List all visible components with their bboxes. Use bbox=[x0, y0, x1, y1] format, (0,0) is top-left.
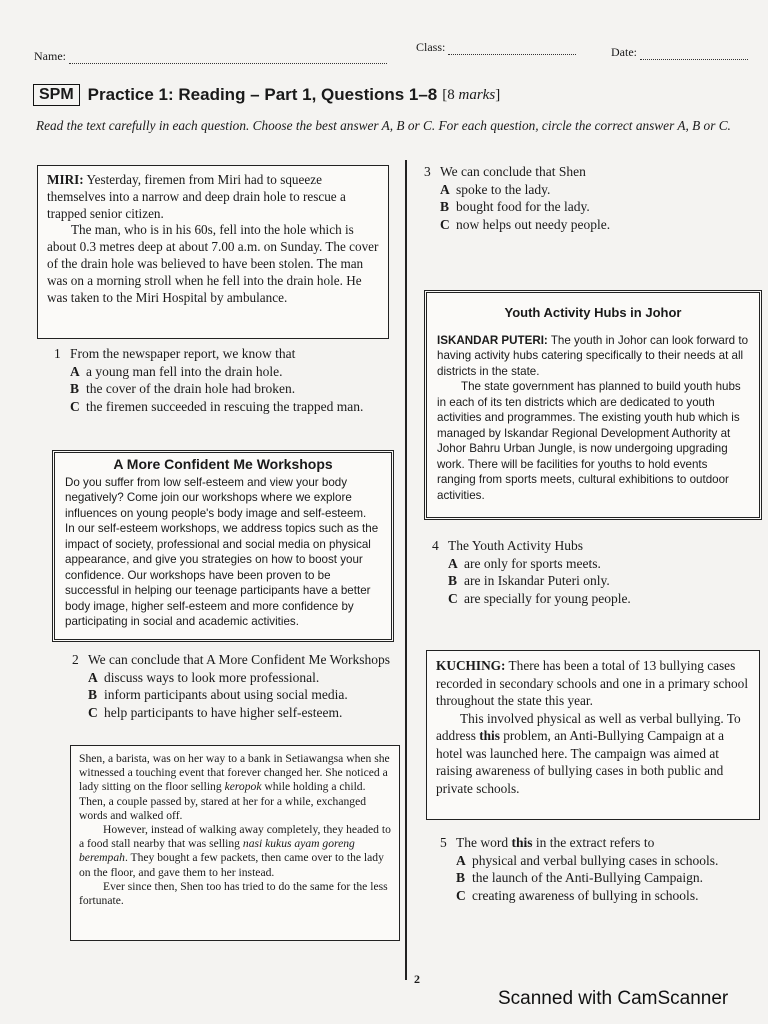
practice-title: Practice 1: Reading – Part 1, Questions 1–8 bbox=[87, 85, 438, 104]
date-field bbox=[611, 45, 748, 60]
question-4-option-a[interactable]: A are only for sports meets. bbox=[448, 555, 601, 571]
youth-hubs-title: Youth Activity Hubs in Johor bbox=[504, 305, 682, 320]
question-1-stem: From the newspaper report, we know that bbox=[70, 346, 296, 361]
question-1-option-b[interactable]: B the cover of the drain hole had broken. bbox=[70, 381, 296, 396]
question-3-stem: We can conclude that Shen bbox=[440, 164, 586, 179]
question-5-option-c[interactable]: C creating awareness of bullying in schools. bbox=[456, 887, 699, 903]
column-divider bbox=[405, 160, 407, 980]
passage-kuching bbox=[426, 650, 760, 820]
class-blank bbox=[448, 54, 576, 55]
marks-label: [8 marks] bbox=[442, 86, 501, 103]
passage-shen bbox=[70, 745, 400, 941]
question-4-option-b[interactable]: B are in Iskandar Puteri only. bbox=[448, 573, 610, 588]
question-4: 4 The Youth Activity Hubs A are only for sports meets. B are in Iskandar Puteri only. C are specially for young people. bbox=[432, 537, 752, 607]
shen-para1: Shen, a barista, was on her way to a bank in Setiawangsa when she witnessed a touching event that forever changed her. She noticed a lady sitting on the floor selling keropok while holding a child. Then, a couple passed by, stared at her for a while, exchanged words and walked off. bbox=[79, 752, 390, 822]
workshops-title: A More Confident Me Workshops bbox=[113, 456, 333, 472]
question-1: 1 From the newspaper report, we know that A a young man fell into the drain hole. B the cover of the drain hole had broken. C the firemen succeeded in rescuing the trapped man. bbox=[54, 345, 392, 415]
kuching-para1: KUCHING: There has been a total of 13 bullying cases recorded in secondary schools and one in a primary school throughout the state this year. bbox=[436, 658, 749, 708]
date-label: Date: bbox=[611, 45, 637, 59]
question-5-option-b[interactable]: B the launch of the Anti-Bullying Campaign. bbox=[456, 870, 703, 885]
question-4-option-c[interactable]: C are specially for young people. bbox=[448, 590, 631, 606]
question-1-option-c[interactable]: C the firemen succeeded in rescuing the trapped man. bbox=[70, 398, 364, 414]
question-3-option-c[interactable]: C now helps out needy people. bbox=[440, 216, 611, 232]
question-4-stem: The Youth Activity Hubs bbox=[448, 538, 584, 553]
youth-hubs-para2: The state government has planned to build youth hubs in each of its ten districts which are dedicated to youth activities and programmes. The existing youth hub which is managed by Iskandar Regional Development Authority at Johor Bahru Urban Jungle, is now undergoing upgrading work. There will be facilities for youths to hold events ranging from sports meets, cultural exhibitions to outdoor activities. bbox=[437, 380, 741, 502]
passage-youth-hubs bbox=[424, 290, 762, 520]
passage-miri bbox=[37, 165, 389, 339]
class-label: Class: bbox=[416, 40, 446, 54]
date-blank bbox=[640, 59, 748, 60]
question-3-option-b[interactable]: B bought food for the lady. bbox=[440, 199, 590, 214]
question-3: 3 We can conclude that Shen A spoke to the lady. B bought food for the lady. C now helps out needy people. bbox=[424, 163, 744, 233]
name-label: Name: bbox=[34, 49, 66, 63]
passage-workshops bbox=[52, 450, 394, 642]
class-field bbox=[416, 40, 576, 55]
question-2: 2 We can conclude that A More Confident Me Workshops A discuss ways to look more professional. B inform participants about using social media. C help participants to have higher self-esteem. bbox=[72, 651, 400, 721]
shen-para2: However, instead of walking away completely, they headed to a food stall nearby that was selling nasi kukus ayam goreng berempah. They bought a few packets, then came over to the lady on the floor, and gave them to her instead. bbox=[79, 823, 391, 879]
workshops-para2: In our self-esteem workshops, we address topics such as the impact of society, professional and social media on physical appearance, and give you strategies on how to boost your confidence. Our workshops have been proven to be successful in helping our teenage participants have a better body image, higher self-esteem and more confidence by participating in social and academic activities. bbox=[65, 522, 379, 628]
scanner-watermark: Scanned with CamScanner bbox=[498, 988, 729, 1009]
spm-badge: SPM bbox=[33, 84, 80, 106]
question-5-stem: The word this in the extract refers to bbox=[456, 835, 655, 850]
passage-miri-para2: The man, who is in his 60s, fell into the hole which is about 0.3 metres deep at about 7.00 a.m. on Sunday. The cover of the drain hole was believed to have been stolen. The man was on a morning stroll when he fell into the drain hole. He was taken to the Miri Hospital by ambulance. bbox=[47, 222, 379, 305]
youth-hubs-para1: ISKANDAR PUTERI: The youth in Johor can look forward to having activity hubs catering specifically to their needs at all districts in the state. bbox=[437, 333, 749, 378]
section-title bbox=[33, 84, 500, 106]
name-field bbox=[34, 49, 387, 64]
name-blank bbox=[69, 63, 387, 64]
kuching-para2: This involved physical as well as verbal bullying. To address this problem, an Anti-Bullying Campaign at a hotel was launched here. The campaign was aimed at raising awareness of bullying cases in both public and private schools. bbox=[436, 710, 741, 796]
question-2-option-c[interactable]: C help participants to have higher self-esteem. bbox=[88, 704, 343, 720]
question-3-option-a[interactable]: A spoke to the lady. bbox=[440, 181, 551, 197]
question-2-option-b[interactable]: B inform participants about using social media. bbox=[88, 687, 348, 702]
page-number: 2 bbox=[414, 972, 420, 986]
question-2-stem: We can conclude that A More Confident Me Workshops bbox=[88, 652, 391, 667]
question-1-option-a[interactable]: A a young man fell into the drain hole. bbox=[70, 363, 283, 379]
passage-miri-para1: MIRI: Yesterday, firemen from Miri had to squeeze themselves into a narrow and deep drain hole to rescue a trapped senior citizen. bbox=[47, 172, 346, 221]
workshops-para1: Do you suffer from low self-esteem and view your body negatively? Come join our workshops where we explore influences on young people's body image and self-esteem. bbox=[65, 475, 367, 520]
question-5: 5 The word this in the extract refers to A physical and verbal bullying cases in schools. B the launch of the Anti-Bullying Campaign. C creating awareness of bullying in schools. bbox=[440, 834, 758, 904]
shen-para3: Ever since then, Shen too has tried to do the same for the less fortunate. bbox=[79, 879, 388, 908]
question-2-option-a[interactable]: A discuss ways to look more professional. bbox=[88, 669, 320, 685]
instructions: Read the text carefully in each question. Choose the best answer A, B or C. For each question, circle the correct answer A, B or C. bbox=[36, 118, 731, 133]
question-5-option-a[interactable]: A physical and verbal bullying cases in schools. bbox=[456, 852, 719, 868]
